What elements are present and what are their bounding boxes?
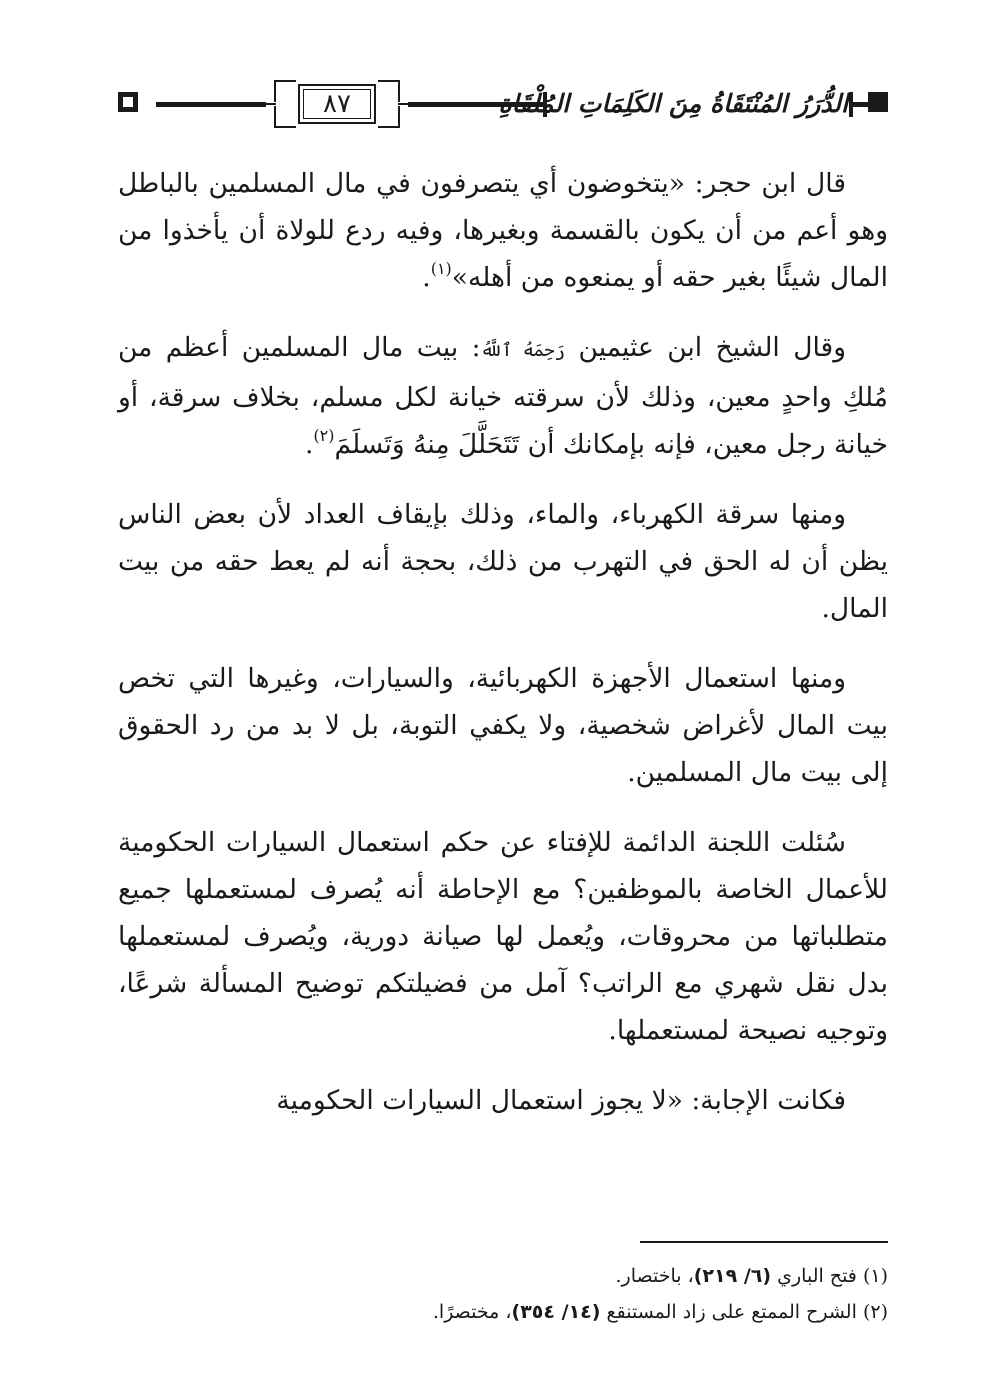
header-hollow-square-ornament [118,92,138,112]
footnotes [118,1258,888,1330]
header-solid-square-ornament [868,92,888,112]
footnote-number: (١) [862,1265,888,1287]
paragraph-end: . [422,262,431,293]
paragraph-private-use: ومنها استعمال الأجهزة الكهربائية، والسيارات، وغيرها التي تخص بيت المال لأغراض شخصية، ولا يكفي التوبة، بل لا بد من رد الحقوق إلى بيت مال المسلمين. [118,663,888,788]
frame-corner-ornament [378,106,400,128]
footnote-1 [118,1258,888,1294]
paragraph-lead: وقال الشيخ ابن عثيمين [565,332,846,363]
paragraph-electricity-theft: ومنها سرقة الكهرباء، والماء، وذلك بإيقاف العداد لأن بعض الناس يظن أن له الحق في التهرب من ذلك، بحجة أنه لم يعط حقه من بيت المال. [118,499,888,624]
footnote-source: فتح الباري [777,1265,857,1287]
footnote-citation: (١٤/ ٣٥٤) [511,1301,601,1323]
footnote-2 [118,1294,888,1330]
book-title: الدُّرَرُ المُنْتَقَاةُ مِنَ الكَلِمَاتِ المُلْقَاةِ [498,89,848,118]
paragraph-text: قال ابن حجر: «يتخوضون أي يتصرفون في مال المسلمين بالباطل وهو أعم من أن يكون بالقسمة وبغيرها، وفيه ردع للولاة أن يأخذوا من المال شيئًا بغير حقه أو يمنعوه من أهله» [118,168,888,293]
page-number-frame [266,78,408,130]
page-number: ٨٧ [298,84,376,124]
honorific-phrase: رَحِمَهُ ٱللَّهُ [480,340,566,361]
paragraph-end: . [304,429,314,460]
frame-corner-ornament [378,80,400,102]
footnote-source: الشرح الممتع على زاد المستنقع [606,1301,857,1323]
paragraph-fatwa-answer: فكانت الإجابة: «لا يجوز استعمال السيارات الحكومية [276,1085,846,1116]
footnote-note: ، مختصرًا. [432,1301,512,1323]
footnote-ref-2[interactable]: (٢) [313,426,335,445]
paragraph-fatwa-question: سُئلت اللجنة الدائمة للإفتاء عن حكم استعمال السيارات الحكومية للأعمال الخاصة بالموظفين؟ مع الإحاطة أنه يُصرف لمستعملها جميع متطلباتها من محروقات، ويُعمل لها صيانة دورية، ويُصرف لمستعملها بدل نقل شهري مع الراتب؟ آمل من فضيلتكم توضيح المسألة شرعًا، وتوجيه نصيحة لمستعملها. [118,827,888,1046]
frame-line [398,103,408,105]
header-rule-left [156,102,266,107]
footnote-number: (٢) [862,1301,888,1323]
paragraph-ibn-hajar [118,160,888,301]
frame-corner-ornament [274,80,296,102]
footnote-note: ، باختصار. [615,1265,694,1287]
footnote-ref-1[interactable]: (١) [430,259,452,278]
footnote-separator [640,1241,888,1243]
page-header [118,78,888,130]
frame-corner-ornament [274,106,296,128]
paragraph-text: : بيت مال المسلمين أعظم من مُلكِ واحدٍ معين، وذلك لأن سرقته خيانة لكل مسلم، بخلاف سرقة، أو خيانة رجل معين، فإنه بإمكانك أن تَتَحَلَّلَ مِنهُ وَتَسلَمَ [118,332,888,460]
main-text [118,160,888,1124]
frame-line [266,103,276,105]
paragraph-ibn-uthaymeen [118,324,888,468]
footnote-citation: (٦/ ٢١٩) [693,1265,772,1287]
